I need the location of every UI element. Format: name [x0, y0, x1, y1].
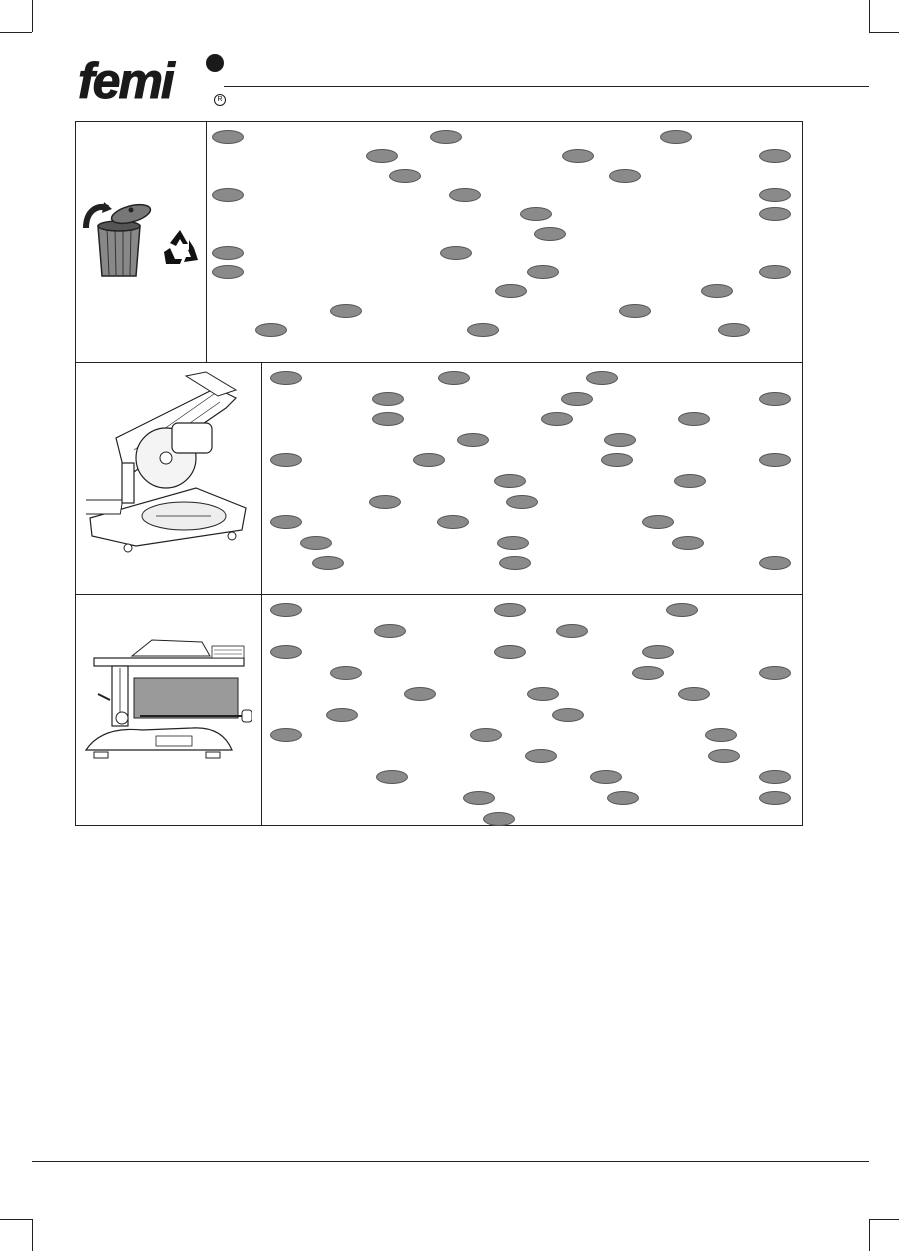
text-marker	[438, 371, 470, 385]
text-marker	[430, 130, 462, 144]
text-marker	[541, 412, 573, 426]
text-marker	[590, 770, 622, 784]
text-marker	[642, 645, 674, 659]
miter-saw-isometric-drawing	[86, 368, 248, 556]
text-marker	[467, 323, 499, 337]
footer-rule	[32, 1161, 869, 1162]
section-divider	[261, 363, 262, 594]
text-marker	[374, 624, 406, 638]
text-marker	[607, 791, 639, 805]
text-marker	[312, 556, 344, 570]
text-marker	[660, 130, 692, 144]
waste-bin-icon	[78, 198, 158, 280]
text-marker	[212, 265, 244, 279]
text-marker	[759, 149, 791, 163]
text-marker	[437, 515, 469, 529]
text-marker	[494, 645, 526, 659]
text-marker	[483, 812, 515, 826]
text-marker	[759, 791, 791, 805]
text-marker	[326, 708, 358, 722]
text-marker	[440, 246, 472, 260]
text-marker	[212, 188, 244, 202]
text-marker	[632, 666, 664, 680]
text-marker	[330, 666, 362, 680]
text-marker	[759, 265, 791, 279]
text-marker	[759, 556, 791, 570]
text-marker	[506, 495, 538, 509]
logo-text: femi	[78, 53, 173, 109]
text-marker	[525, 749, 557, 763]
crop-mark-top-left-h	[0, 32, 32, 33]
text-marker	[330, 304, 362, 318]
recycle-icon	[158, 226, 202, 270]
text-marker	[527, 265, 559, 279]
text-marker	[759, 666, 791, 680]
text-marker	[497, 536, 529, 550]
text-marker	[369, 495, 401, 509]
femi-logo	[74, 52, 234, 112]
text-marker	[449, 188, 481, 202]
text-marker	[495, 284, 527, 298]
text-marker	[678, 687, 710, 701]
crop-mark-top-right-h	[869, 32, 899, 33]
text-marker	[705, 728, 737, 742]
text-marker	[604, 433, 636, 447]
text-marker	[463, 791, 495, 805]
miter-saw-side-drawing	[82, 630, 252, 760]
text-marker	[759, 453, 791, 467]
text-marker	[372, 412, 404, 426]
crop-mark-top-left-v	[32, 0, 33, 32]
text-marker	[404, 687, 436, 701]
text-marker	[376, 770, 408, 784]
section-divider	[261, 595, 262, 825]
text-marker	[494, 603, 526, 617]
text-marker	[270, 728, 302, 742]
registered-mark: R	[214, 94, 226, 106]
crop-mark-bottom-right-v	[869, 1219, 870, 1251]
text-marker	[413, 453, 445, 467]
crop-mark-top-right-v	[869, 0, 870, 32]
text-marker	[212, 246, 244, 260]
text-marker	[674, 474, 706, 488]
text-marker	[666, 603, 698, 617]
text-marker	[270, 645, 302, 659]
text-marker	[759, 207, 791, 221]
text-marker	[562, 149, 594, 163]
text-marker	[759, 770, 791, 784]
text-marker	[270, 515, 302, 529]
text-marker	[759, 392, 791, 406]
text-marker	[672, 536, 704, 550]
section-divider	[206, 122, 207, 362]
text-marker	[520, 207, 552, 221]
crop-mark-bottom-left-v	[32, 1219, 33, 1251]
text-marker	[270, 453, 302, 467]
crop-mark-bottom-left-h	[0, 1219, 32, 1220]
text-marker	[534, 227, 566, 241]
text-marker	[678, 412, 710, 426]
text-marker	[527, 687, 559, 701]
text-marker	[759, 188, 791, 202]
text-marker	[212, 130, 244, 144]
text-marker	[255, 323, 287, 337]
text-marker	[270, 371, 302, 385]
crop-mark-bottom-right-h	[869, 1219, 899, 1220]
text-marker	[718, 323, 750, 337]
text-marker	[366, 149, 398, 163]
text-marker	[556, 624, 588, 638]
text-marker	[389, 169, 421, 183]
text-marker	[708, 749, 740, 763]
header-rule	[224, 86, 869, 87]
text-marker	[561, 392, 593, 406]
logo-dot	[206, 54, 224, 72]
text-marker	[609, 169, 641, 183]
text-marker	[601, 453, 633, 467]
text-marker	[300, 536, 332, 550]
text-marker	[586, 371, 618, 385]
text-marker	[457, 433, 489, 447]
text-marker	[470, 728, 502, 742]
text-marker	[372, 392, 404, 406]
text-marker	[494, 474, 526, 488]
text-marker	[552, 708, 584, 722]
text-marker	[499, 556, 531, 570]
text-marker	[701, 284, 733, 298]
text-marker	[642, 515, 674, 529]
text-marker	[619, 304, 651, 318]
text-marker	[270, 603, 302, 617]
